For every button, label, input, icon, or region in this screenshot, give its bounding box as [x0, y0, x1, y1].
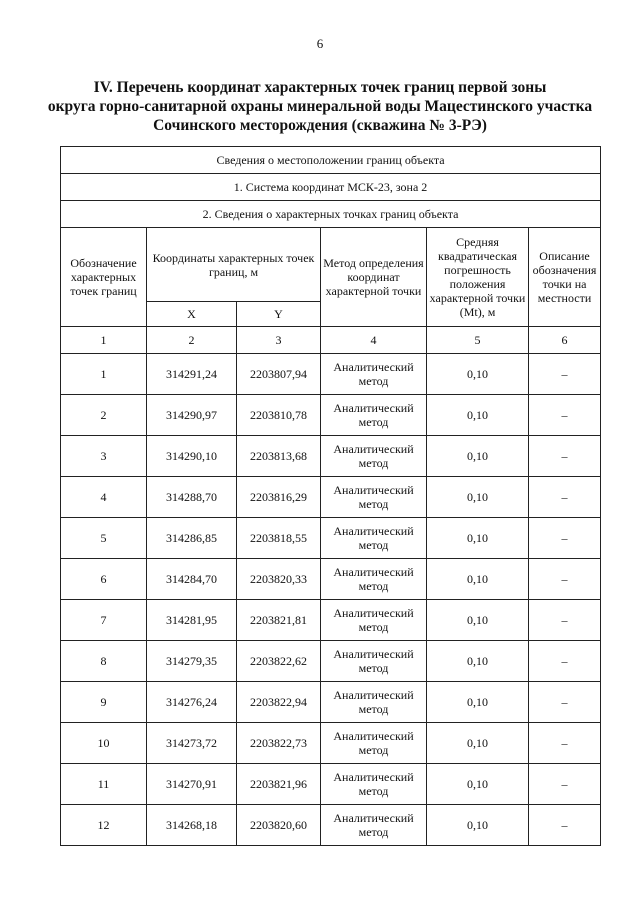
point-number: 2	[61, 395, 147, 436]
point-description: –	[529, 436, 601, 477]
column-number: 6	[529, 327, 601, 354]
point-description: –	[529, 559, 601, 600]
column-number: 3	[237, 327, 321, 354]
title-line-3: Сочинского месторождения (скважина № 3-РЭ)	[153, 117, 487, 134]
point-description: –	[529, 682, 601, 723]
method: Аналитический метод	[321, 682, 427, 723]
mean-error: 0,10	[427, 805, 529, 846]
coord-y: 2203810,78	[237, 395, 321, 436]
point-description: –	[529, 600, 601, 641]
mean-error: 0,10	[427, 354, 529, 395]
coord-y: 2203822,94	[237, 682, 321, 723]
point-description: –	[529, 764, 601, 805]
mean-error: 0,10	[427, 559, 529, 600]
coord-x: 314270,91	[147, 764, 237, 805]
coord-y: 2203820,33	[237, 559, 321, 600]
point-number: 4	[61, 477, 147, 518]
point-number: 9	[61, 682, 147, 723]
coord-x: 314281,95	[147, 600, 237, 641]
section-coordinate-system: 1. Система координат МСК-23, зона 2	[61, 174, 601, 201]
header-x: X	[147, 302, 237, 327]
column-number: 1	[61, 327, 147, 354]
coord-x: 314276,24	[147, 682, 237, 723]
header-point-designation: Обозначение характерных точек границ	[61, 228, 147, 327]
table-row	[61, 477, 601, 518]
table-row	[61, 518, 601, 559]
coord-y: 2203813,68	[237, 436, 321, 477]
column-number-row	[61, 327, 601, 354]
coord-y: 2203820,60	[237, 805, 321, 846]
point-number: 11	[61, 764, 147, 805]
mean-error: 0,10	[427, 682, 529, 723]
point-description: –	[529, 354, 601, 395]
coord-x: 314290,97	[147, 395, 237, 436]
table-row	[61, 723, 601, 764]
coord-x: 314273,72	[147, 723, 237, 764]
coord-y: 2203807,94	[237, 354, 321, 395]
title-line-2: округа горно-санитарной охраны минеральной воды Мацестинского участка	[47, 98, 593, 115]
header-method: Метод определения координат характерной точки	[321, 228, 427, 327]
method: Аналитический метод	[321, 764, 427, 805]
header-description: Описание обозначения точки на местности	[529, 228, 601, 327]
table-row	[61, 395, 601, 436]
table-row	[61, 641, 601, 682]
method: Аналитический метод	[321, 641, 427, 682]
coord-x: 314288,70	[147, 477, 237, 518]
method: Аналитический метод	[321, 723, 427, 764]
point-description: –	[529, 723, 601, 764]
page-number: 6	[316, 36, 324, 51]
coord-y: 2203821,81	[237, 600, 321, 641]
mean-error: 0,10	[427, 395, 529, 436]
column-number: 4	[321, 327, 427, 354]
point-number: 7	[61, 600, 147, 641]
mean-error: 0,10	[427, 764, 529, 805]
column-number: 2	[147, 327, 237, 354]
point-description: –	[529, 518, 601, 559]
coord-x: 314284,70	[147, 559, 237, 600]
page-title	[40, 78, 600, 135]
method: Аналитический метод	[321, 805, 427, 846]
mean-error: 0,10	[427, 600, 529, 641]
mean-error: 0,10	[427, 477, 529, 518]
point-number: 5	[61, 518, 147, 559]
point-number: 12	[61, 805, 147, 846]
coordinates-table	[60, 146, 601, 846]
method: Аналитический метод	[321, 559, 427, 600]
table-row	[61, 354, 601, 395]
point-number: 1	[61, 354, 147, 395]
coord-y: 2203822,62	[237, 641, 321, 682]
table-row	[61, 805, 601, 846]
table-row	[61, 600, 601, 641]
point-description: –	[529, 805, 601, 846]
coord-x: 314268,18	[147, 805, 237, 846]
mean-error: 0,10	[427, 518, 529, 559]
coord-x: 314286,85	[147, 518, 237, 559]
coord-y: 2203818,55	[237, 518, 321, 559]
header-coordinates: Координаты характерных точек границ, м	[147, 228, 321, 302]
point-description: –	[529, 641, 601, 682]
point-number: 6	[61, 559, 147, 600]
method: Аналитический метод	[321, 477, 427, 518]
point-description: –	[529, 477, 601, 518]
coord-x: 314291,24	[147, 354, 237, 395]
point-description: –	[529, 395, 601, 436]
table-row	[61, 559, 601, 600]
coord-x: 314290,10	[147, 436, 237, 477]
method: Аналитический метод	[321, 436, 427, 477]
section-points-info: 2. Сведения о характерных точках границ объекта	[61, 201, 601, 228]
coord-y: 2203816,29	[237, 477, 321, 518]
point-number: 10	[61, 723, 147, 764]
coord-y: 2203821,96	[237, 764, 321, 805]
method: Аналитический метод	[321, 518, 427, 559]
mean-error: 0,10	[427, 641, 529, 682]
header-y: Y	[237, 302, 321, 327]
point-number: 8	[61, 641, 147, 682]
mean-error: 0,10	[427, 436, 529, 477]
coord-y: 2203822,73	[237, 723, 321, 764]
method: Аналитический метод	[321, 395, 427, 436]
table-row	[61, 682, 601, 723]
point-number: 3	[61, 436, 147, 477]
method: Аналитический метод	[321, 354, 427, 395]
mean-error: 0,10	[427, 723, 529, 764]
table-row	[61, 436, 601, 477]
coord-x: 314279,35	[147, 641, 237, 682]
header-mean-error: Средняя квадратическая погрешность положения характерной точки (Mt), м	[427, 228, 529, 327]
table-caption: Сведения о местоположении границ объекта	[61, 147, 601, 174]
method: Аналитический метод	[321, 600, 427, 641]
title-line-1: IV. Перечень координат характерных точек границ первой зоны	[93, 79, 547, 96]
table-row	[61, 764, 601, 805]
column-number: 5	[427, 327, 529, 354]
